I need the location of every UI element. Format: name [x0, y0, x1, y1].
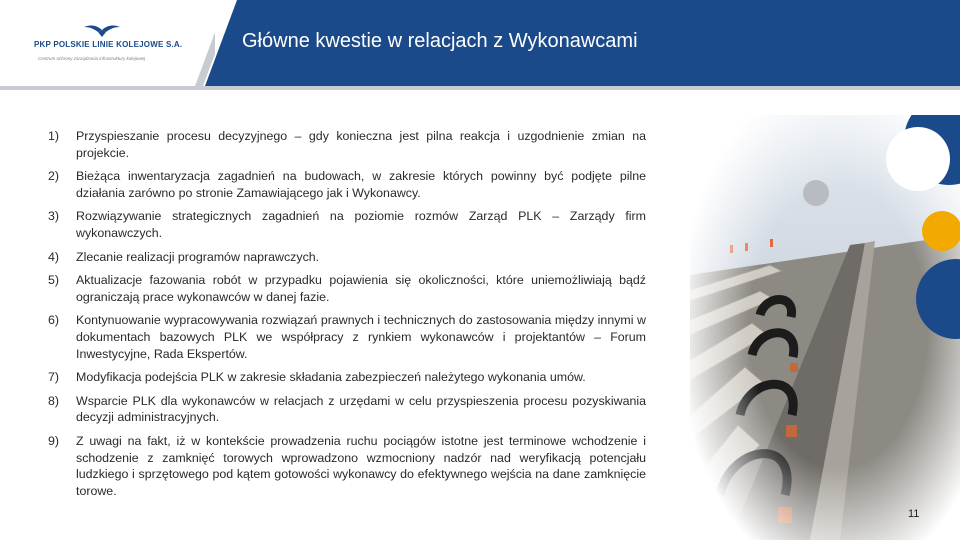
item-number: 2) — [48, 169, 60, 184]
item-number: 1) — [48, 129, 60, 143]
list-item — [48, 272, 646, 305]
item-text: Kontynuowanie wypracowywania rozwiązań prawnych i technicznych do zastosowania między innymi w dokumentach bazowych PLK we współpracy z rynkiem wykonawców i projektantów – Forum Inwestycyjne, Rada Ekspertów. — [76, 313, 646, 361]
decorative-circle-yellow — [922, 211, 960, 251]
eagle-wings-icon — [84, 24, 120, 38]
list-item — [48, 369, 646, 386]
header-bottom-stripe — [0, 86, 960, 90]
logo-tagline: Centrum ochrony zarządzania infrastruktury kolejowej — [38, 56, 146, 61]
item-text: Modyfikacja podejścia PLK w zakresie składania zabezpieczeń należytego wykonania umów. — [76, 370, 586, 385]
item-number: 3) — [48, 209, 60, 224]
logo-name: PKP POLSKIE LINIE KOLEJOWE S.A. — [34, 40, 183, 49]
item-text: Wsparcie PLK dla wykonawców w relacjach z urzędami w celu przyspieszenia procesu pozyskiwania decyzji administracyjnych. — [76, 393, 646, 425]
list-item — [48, 128, 646, 161]
rail-track-photo — [690, 115, 960, 540]
item-text: Przyspieszanie procesu decyzyjnego – gdy konieczna jest pilna reakcja i uzgodnienie zmian na projekcie. — [76, 129, 646, 160]
page-number: 11 — [908, 508, 920, 520]
page-title: Główne kwestie w relacjach z Wykonawcami — [242, 30, 638, 52]
list-item — [48, 208, 646, 241]
item-text: Zlecanie realizacji programów naprawczych. — [76, 249, 320, 264]
item-number: 7) — [48, 370, 60, 385]
item-number: 5) — [48, 273, 60, 288]
list-item — [48, 168, 646, 201]
decorative-circle-grey-small — [803, 180, 829, 206]
list-item — [48, 393, 646, 426]
item-number: 6) — [48, 313, 60, 328]
item-number: 9) — [48, 433, 60, 448]
decorative-circle-white — [886, 127, 950, 191]
item-text: Bieżąca inwentaryzacja zagadnień na budowach, w zakresie których powinny być podjęte pilne działania zarówno po stronie Zamawiającego jak i Wykonawcy. — [76, 169, 646, 200]
list-item — [48, 312, 646, 362]
item-text: Aktualizacje fazowania robót w przypadku pojawienia się okoliczności, które uniemożliwiają bądź ograniczają prace wykonawców w danej fazie. — [76, 273, 646, 304]
item-number: 4) — [48, 249, 60, 264]
item-number: 8) — [48, 393, 60, 408]
item-text: Z uwagi na fakt, iż w kontekście prowadzenia ruchu pociągów istotne jest terminowe wchodzenie i schodzenie z zamknięć torowych wprowadzono wzmocniony nadzór nad weryfikacją potencjału ludzkiego i sprzętowego pod kątem gotowości wykonawcy do efektywnego wejścia na dane zamknięcie torowe. — [76, 433, 646, 498]
header-band — [0, 0, 960, 90]
list-item — [48, 249, 646, 266]
list-item — [48, 433, 646, 499]
item-text: Rozwiązywanie strategicznych zagadnień na poziomie rozmów Zarząd PLK – Zarządy firm wykonawczych. — [76, 209, 646, 240]
issues-list — [48, 128, 646, 506]
